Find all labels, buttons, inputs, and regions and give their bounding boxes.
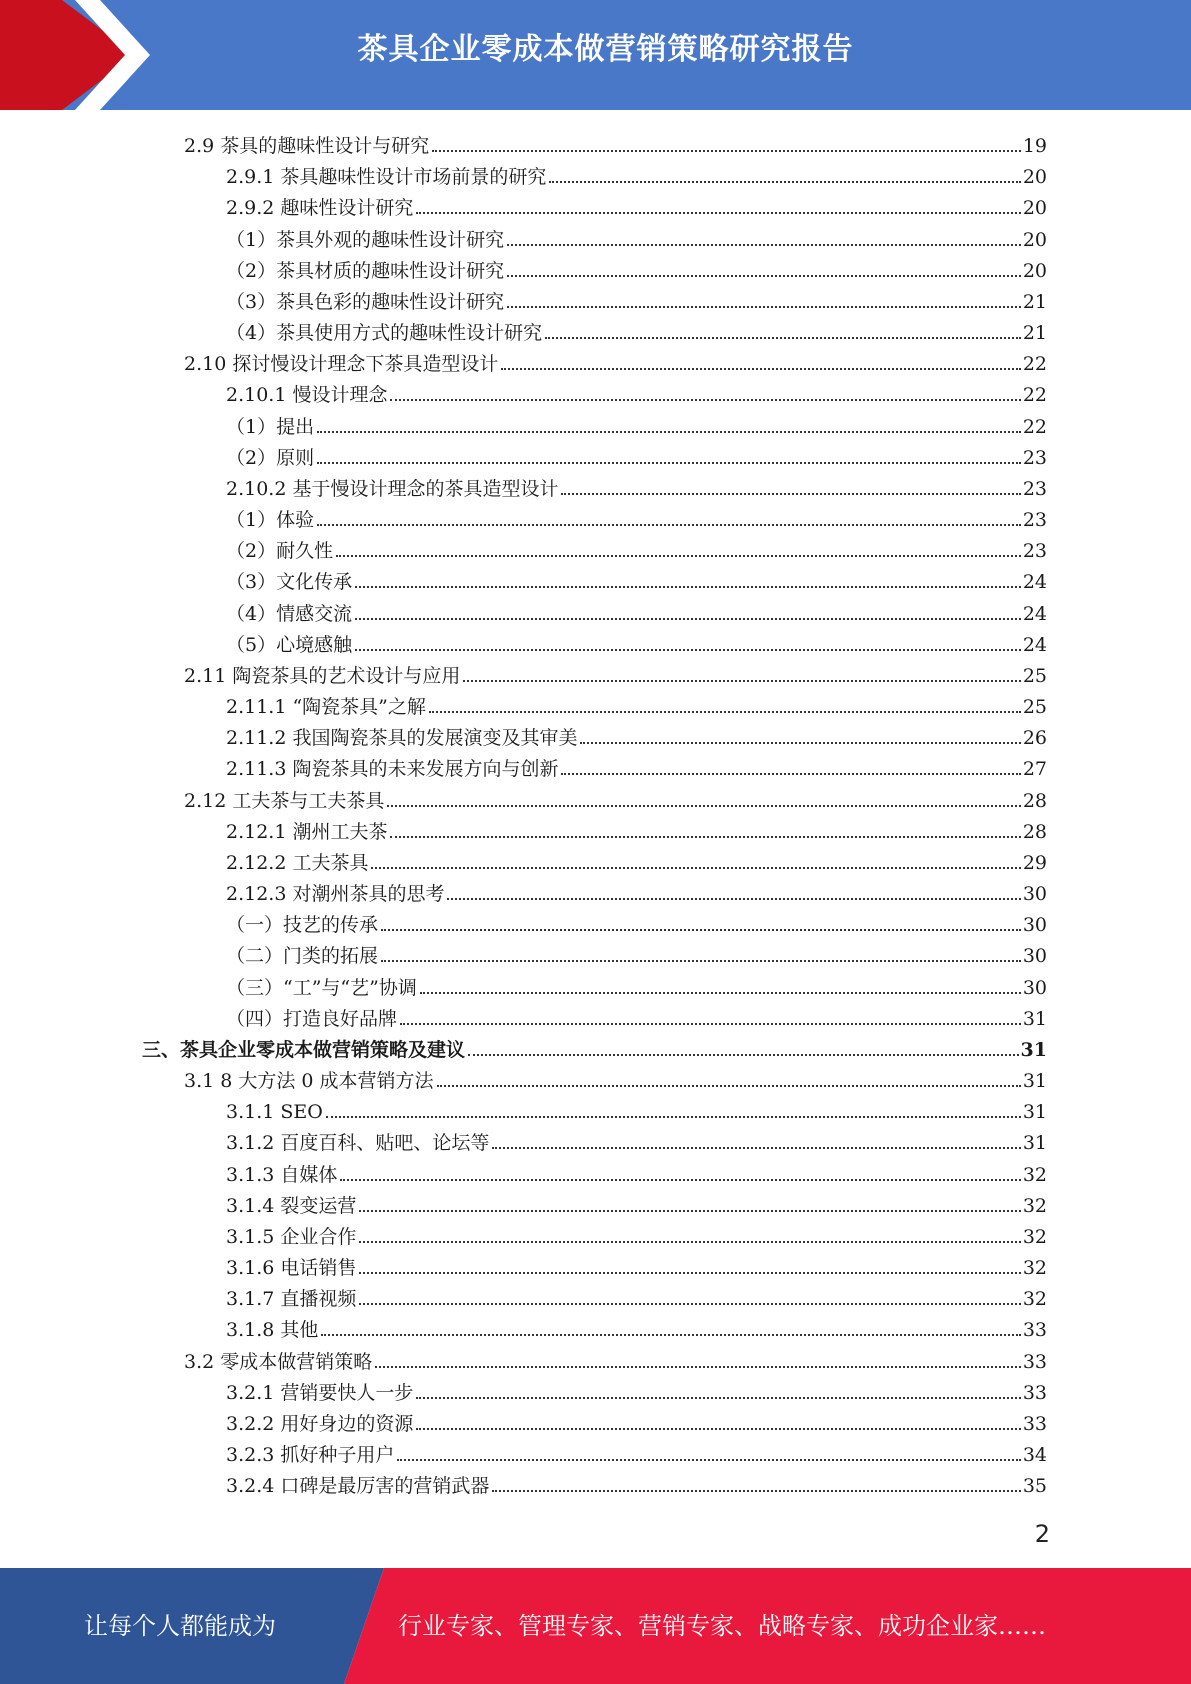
toc-entry-page: 30 [1022, 883, 1047, 906]
toc-entry[interactable] [184, 1343, 1047, 1374]
toc-entry-label: 2.12 工夫茶与工夫茶具 [184, 789, 385, 812]
toc-entry-label: 3.2 零成本做营销策略 [184, 1350, 373, 1373]
toc-entry[interactable] [226, 532, 1047, 563]
toc-entry[interactable] [184, 345, 1047, 376]
footer-slogan-right: 行业专家、管理专家、营销专家、战略专家、成功企业家…… [398, 1612, 1046, 1640]
toc-entry-label: 2.11.3 陶瓷茶具的未来发展方向与创新 [226, 758, 559, 781]
toc-entry[interactable] [226, 1093, 1047, 1124]
toc-entry-label: 3.1.3 自媒体 [226, 1163, 338, 1186]
toc-entry[interactable] [184, 127, 1047, 158]
toc-entry-page: 21 [1022, 290, 1047, 313]
toc-entry[interactable] [226, 1124, 1047, 1155]
toc-entry-label: 3.2.4 口碑是最厉害的营销武器 [226, 1475, 490, 1498]
toc-entry[interactable] [226, 158, 1047, 189]
toc-entry[interactable] [226, 595, 1047, 626]
toc-entry[interactable] [226, 1249, 1047, 1280]
toc-entry-page: 31 [1022, 1132, 1047, 1155]
toc-entry-label: 3.1.5 企业合作 [226, 1225, 357, 1248]
toc-entry[interactable] [226, 221, 1047, 252]
toc-entry-page: 24 [1022, 602, 1047, 625]
toc-entry-page: 22 [1022, 353, 1047, 376]
toc-leader-dots [317, 462, 1021, 464]
toc-leader-dots [387, 805, 1020, 807]
toc-entry-label: 2.9.1 茶具趣味性设计市场前景的研究 [226, 166, 547, 189]
toc-entry-label: 3.1.1 SEO [226, 1101, 323, 1124]
toc-entry-label: 2.10 探讨慢设计理念下茶具造型设计 [184, 353, 499, 376]
toc-entry[interactable] [226, 1436, 1047, 1467]
toc-entry[interactable] [184, 1062, 1047, 1093]
toc-entry-page: 22 [1022, 415, 1047, 438]
toc-leader-dots [580, 742, 1020, 744]
toc-entry-label: 2.12.3 对潮州茶具的思考 [226, 883, 445, 906]
toc-entry[interactable] [226, 969, 1047, 1000]
toc-entry-page: 21 [1022, 322, 1047, 345]
toc-entry[interactable] [226, 719, 1047, 750]
toc-entry-page: 33 [1022, 1319, 1047, 1342]
toc-leader-dots [390, 399, 1020, 401]
toc-leader-dots [355, 649, 1021, 651]
toc-leader-dots [432, 150, 1021, 152]
toc-entry[interactable] [226, 1311, 1047, 1342]
toc-entry-label: 2.11 陶瓷茶具的艺术设计与应用 [184, 664, 461, 687]
toc-leader-dots [463, 680, 1020, 682]
toc-entry[interactable] [226, 875, 1047, 906]
toc-entry-page: 24 [1022, 571, 1047, 594]
toc-entry[interactable] [226, 252, 1047, 283]
toc-entry-label: （2）原则 [226, 446, 315, 469]
page-header [0, 0, 1191, 110]
toc-entry-page: 31 [1020, 1038, 1047, 1061]
toc-leader-dots [561, 493, 1020, 495]
toc-entry-page: 20 [1022, 197, 1047, 220]
toc-entry-page: 34 [1022, 1444, 1047, 1467]
toc-leader-dots [317, 524, 1021, 526]
toc-entry-label: （3）茶具色彩的趣味性设计研究 [226, 290, 505, 313]
toc-entry[interactable] [226, 1280, 1047, 1311]
toc-entry-page: 20 [1022, 228, 1047, 251]
toc-entry-page: 25 [1022, 664, 1047, 687]
document-title: 茶具企业零成本做营销策略研究报告 [357, 32, 854, 67]
toc-entry-label: （3）文化传承 [226, 571, 353, 594]
toc-entry-label: （四）打造良好品牌 [226, 1007, 398, 1030]
toc-leader-dots [355, 586, 1021, 588]
toc-entry-page: 33 [1022, 1381, 1047, 1404]
toc-entry-page: 22 [1022, 384, 1047, 407]
toc-entry-label: 2.10.1 慢设计理念 [226, 384, 388, 407]
toc-leader-dots [317, 431, 1021, 433]
toc-entry-page: 30 [1022, 914, 1047, 937]
toc-entry-page: 32 [1022, 1257, 1047, 1280]
toc-leader-dots [492, 1490, 1020, 1492]
toc-entry[interactable] [184, 657, 1047, 688]
toc-entry[interactable] [226, 1187, 1047, 1218]
toc-entry-label: 3.2.3 抓好种子用户 [226, 1444, 395, 1467]
toc-entry-label: （4）茶具使用方式的趣味性设计研究 [226, 322, 543, 345]
toc-leader-dots [381, 960, 1021, 962]
toc-leader-dots [416, 1428, 1020, 1430]
toc-entry-page: 23 [1022, 477, 1047, 500]
toc-entry-page: 24 [1022, 633, 1047, 656]
toc-entry-page: 23 [1022, 540, 1047, 563]
toc-entry-label: （1）体验 [226, 509, 315, 532]
toc-entry-label: 3.1 8 大方法 0 成本营销方法 [184, 1070, 434, 1093]
toc-entry-label: 3.1.4 裂变运营 [226, 1194, 357, 1217]
toc-entry[interactable] [226, 937, 1047, 968]
toc-entry-label: （1）提出 [226, 415, 315, 438]
toc-leader-dots [468, 1054, 1019, 1056]
toc-entry-page: 20 [1022, 259, 1047, 282]
toc-entry[interactable] [226, 1467, 1047, 1498]
toc-entry[interactable] [226, 906, 1047, 937]
toc-entry[interactable] [184, 782, 1047, 813]
toc-entry-label: （2）茶具材质的趣味性设计研究 [226, 259, 505, 282]
toc-leader-dots [359, 1303, 1020, 1305]
toc-entry-label: 3.1.8 其他 [226, 1319, 319, 1342]
toc-entry[interactable] [226, 314, 1047, 345]
toc-entry-page: 32 [1022, 1163, 1047, 1186]
toc-entry-label: 2.11.1 “陶瓷茶具”之解 [226, 696, 426, 719]
toc-leader-dots [437, 1085, 1021, 1087]
toc-entry[interactable] [226, 1000, 1047, 1031]
toc-entry-page: 31 [1022, 1070, 1047, 1093]
toc-entry[interactable] [226, 1156, 1047, 1187]
toc-entry-label: 3.2.2 用好身边的资源 [226, 1412, 414, 1435]
toc-entry-page: 31 [1022, 1101, 1047, 1124]
toc-entry-label: （1）茶具外观的趣味性设计研究 [226, 228, 505, 251]
toc-entry-label: 3.1.6 电话销售 [226, 1257, 357, 1280]
toc-entry-label: 三、茶具企业零成本做营销策略及建议 [142, 1038, 466, 1061]
toc-entry-page: 23 [1022, 446, 1047, 469]
toc-leader-dots [355, 618, 1021, 620]
page-footer [0, 1568, 1191, 1684]
toc-entry[interactable] [226, 844, 1047, 875]
toc-leader-dots [340, 1179, 1020, 1181]
toc-entry-page: 28 [1022, 820, 1047, 843]
toc-leader-dots [326, 1116, 1021, 1118]
toc-leader-dots [321, 1334, 1020, 1336]
toc-entry[interactable] [226, 688, 1047, 719]
toc-entry-page: 30 [1022, 976, 1047, 999]
toc-leader-dots [381, 929, 1021, 931]
toc-entry-page: 25 [1022, 696, 1047, 719]
toc-entry[interactable] [226, 408, 1047, 439]
toc-entry-label: （2）耐久性 [226, 540, 334, 563]
toc-entry-page: 29 [1022, 851, 1047, 874]
toc-leader-dots [545, 337, 1021, 339]
toc-entry-page: 32 [1022, 1194, 1047, 1217]
toc-entry-page: 31 [1022, 1007, 1047, 1030]
toc-entry-page: 32 [1022, 1225, 1047, 1248]
toc-leader-dots [371, 867, 1020, 869]
toc-entry-label: 2.12.1 潮州工夫茶 [226, 820, 388, 843]
page-number: 2 [1034, 1520, 1050, 1548]
toc-entry-page: 28 [1022, 789, 1047, 812]
toc-entry-page: 35 [1022, 1475, 1047, 1498]
toc-entry-label: 2.12.2 工夫茶具 [226, 851, 369, 874]
toc-entry-page: 26 [1022, 727, 1047, 750]
toc-entry[interactable] [226, 1374, 1047, 1405]
toc-leader-dots [336, 555, 1021, 557]
footer-slogan-left: 让每个人都能成为 [84, 1612, 276, 1640]
toc-entry[interactable] [226, 470, 1047, 501]
toc-leader-dots [359, 1272, 1020, 1274]
toc-leader-dots [507, 306, 1021, 308]
toc-entry[interactable] [226, 626, 1047, 657]
toc-entry-label: （5）心境感触 [226, 633, 353, 656]
toc-entry[interactable] [226, 376, 1047, 407]
toc-entry-page: 32 [1022, 1288, 1047, 1311]
toc-entry-label: 3.1.7 直播视频 [226, 1288, 357, 1311]
toc-leader-dots [397, 1459, 1020, 1461]
toc-leader-dots [492, 1147, 1020, 1149]
toc-entry-page: 33 [1022, 1350, 1047, 1373]
toc-entry-label: 2.11.2 我国陶瓷茶具的发展演变及其审美 [226, 727, 578, 750]
toc-entry[interactable] [226, 439, 1047, 470]
toc-leader-dots [416, 212, 1020, 214]
toc-entry-label: 3.2.1 营销要快人一步 [226, 1381, 414, 1404]
toc-leader-dots [549, 181, 1020, 183]
toc-entry[interactable] [226, 283, 1047, 314]
toc-leader-dots [507, 275, 1021, 277]
toc-entry[interactable] [226, 563, 1047, 594]
toc-entry-label: 2.9.2 趣味性设计研究 [226, 197, 414, 220]
toc-entry[interactable] [226, 1405, 1047, 1436]
toc-entry-label: （4）情感交流 [226, 602, 353, 625]
toc-leader-dots [501, 368, 1020, 370]
toc-entry-label: 2.9 茶具的趣味性设计与研究 [184, 135, 430, 157]
toc-entry-page: 30 [1022, 945, 1047, 968]
toc-entry[interactable] [226, 1218, 1047, 1249]
toc-entry-page: 19 [1022, 135, 1047, 157]
toc-leader-dots [507, 244, 1021, 246]
toc-entry[interactable] [226, 813, 1047, 844]
toc-entry[interactable] [142, 1031, 1047, 1062]
toc-entry-label: （三）“工”与“艺”协调 [226, 976, 417, 999]
toc-leader-dots [447, 898, 1020, 900]
toc-entry-page: 23 [1022, 509, 1047, 532]
toc-entry-label: （二）门类的拓展 [226, 945, 379, 968]
toc-entry-label: 3.1.2 百度百科、贴吧、论坛等 [226, 1132, 490, 1155]
toc-leader-dots [375, 1366, 1021, 1368]
toc-entry[interactable] [226, 750, 1047, 781]
toc-entry-page: 33 [1022, 1412, 1047, 1435]
toc-entry[interactable] [226, 189, 1047, 220]
toc-leader-dots [416, 1397, 1020, 1399]
toc-leader-dots [359, 1241, 1020, 1243]
toc-entry-label: （一）技艺的传承 [226, 914, 379, 937]
toc-leader-dots [400, 1023, 1021, 1025]
toc-leader-dots [429, 711, 1021, 713]
toc-entry-page: 27 [1022, 758, 1047, 781]
toc-leader-dots [359, 1210, 1020, 1212]
toc-leader-dots [561, 773, 1020, 775]
toc-entry[interactable] [226, 501, 1047, 532]
toc-entry-page: 20 [1022, 166, 1047, 189]
toc-leader-dots [390, 836, 1020, 838]
toc-leader-dots [420, 992, 1021, 994]
toc-entry-label: 2.10.2 基于慢设计理念的茶具造型设计 [226, 477, 559, 500]
